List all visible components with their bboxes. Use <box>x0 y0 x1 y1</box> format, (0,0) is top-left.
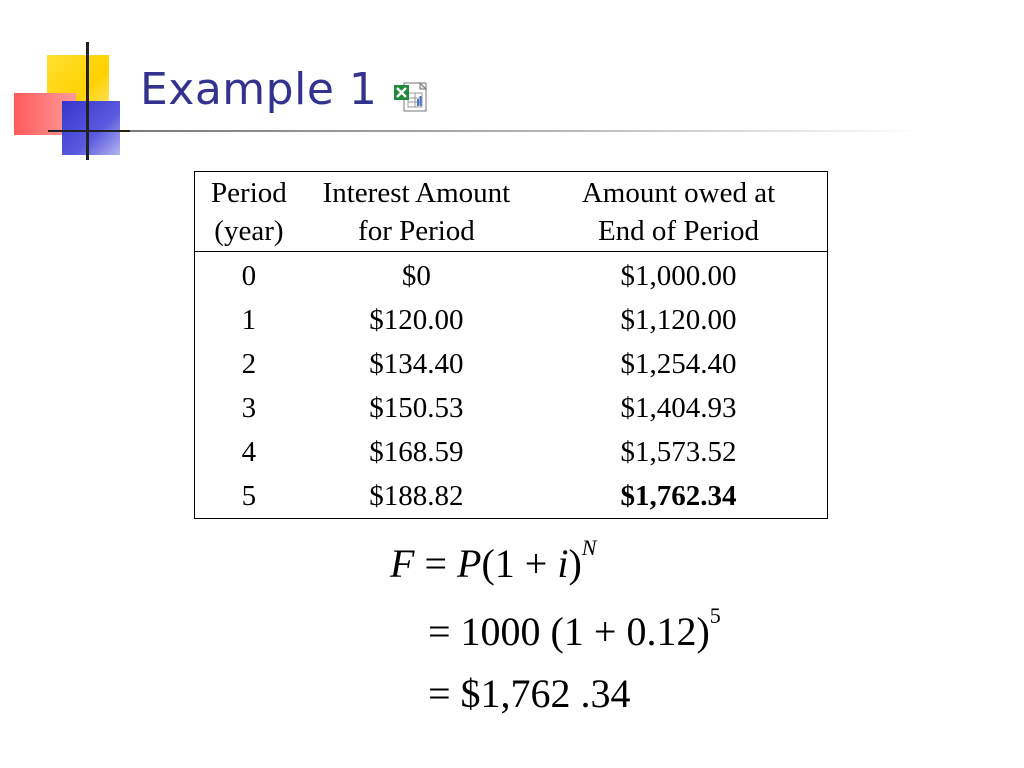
cell-interest: $168.59 <box>369 436 464 468</box>
slide-title: Example 1 <box>140 64 378 115</box>
cell-interest: $150.53 <box>369 392 464 424</box>
title-underline <box>130 130 920 132</box>
cell-amount-owed: $1,573.52 <box>620 436 737 468</box>
table-row <box>195 430 828 474</box>
formula-line-result: = $1,762 .34 <box>428 671 631 716</box>
header-period: Period (year) <box>211 177 287 247</box>
cell-interest: $134.40 <box>369 348 464 380</box>
header-amount-owed: Amount owed at End of Period <box>581 177 776 247</box>
decor-blue-square <box>62 101 120 155</box>
table-row <box>195 474 828 519</box>
cell-amount-owed: $1,000.00 <box>620 260 737 292</box>
table-row <box>195 342 828 386</box>
cell-period: 3 <box>241 392 257 424</box>
table-row <box>195 252 828 299</box>
cell-period: 0 <box>241 260 257 292</box>
cell-interest: $120.00 <box>369 304 464 336</box>
cell-amount-owed: $1,404.93 <box>620 392 737 424</box>
cell-period: 1 <box>241 304 257 336</box>
table-header-row <box>195 172 828 252</box>
decor-horizontal-line <box>48 130 136 132</box>
cell-period: 5 <box>241 480 257 512</box>
table-row <box>195 386 828 430</box>
cell-amount-owed-final: $1,762.34 <box>620 480 737 512</box>
interest-table <box>194 171 828 519</box>
cell-amount-owed: $1,120.00 <box>620 304 737 336</box>
cell-period: 2 <box>241 348 257 380</box>
formula-line-general: $F = P(1 + i)^N$ <box>390 535 597 586</box>
decor-vertical-line <box>86 42 89 160</box>
formula-line-substitution: = 1000 $(1 + 0.12)^5$ <box>428 603 721 654</box>
cell-interest: $0 <box>401 260 431 292</box>
excel-spreadsheet-icon[interactable] <box>393 80 429 114</box>
header-interest-amount: Interest Amount for Period <box>322 177 511 247</box>
table-row <box>195 298 828 342</box>
cell-period: 4 <box>241 436 257 468</box>
cell-interest: $188.82 <box>369 480 464 512</box>
cell-amount-owed: $1,254.40 <box>620 348 737 380</box>
